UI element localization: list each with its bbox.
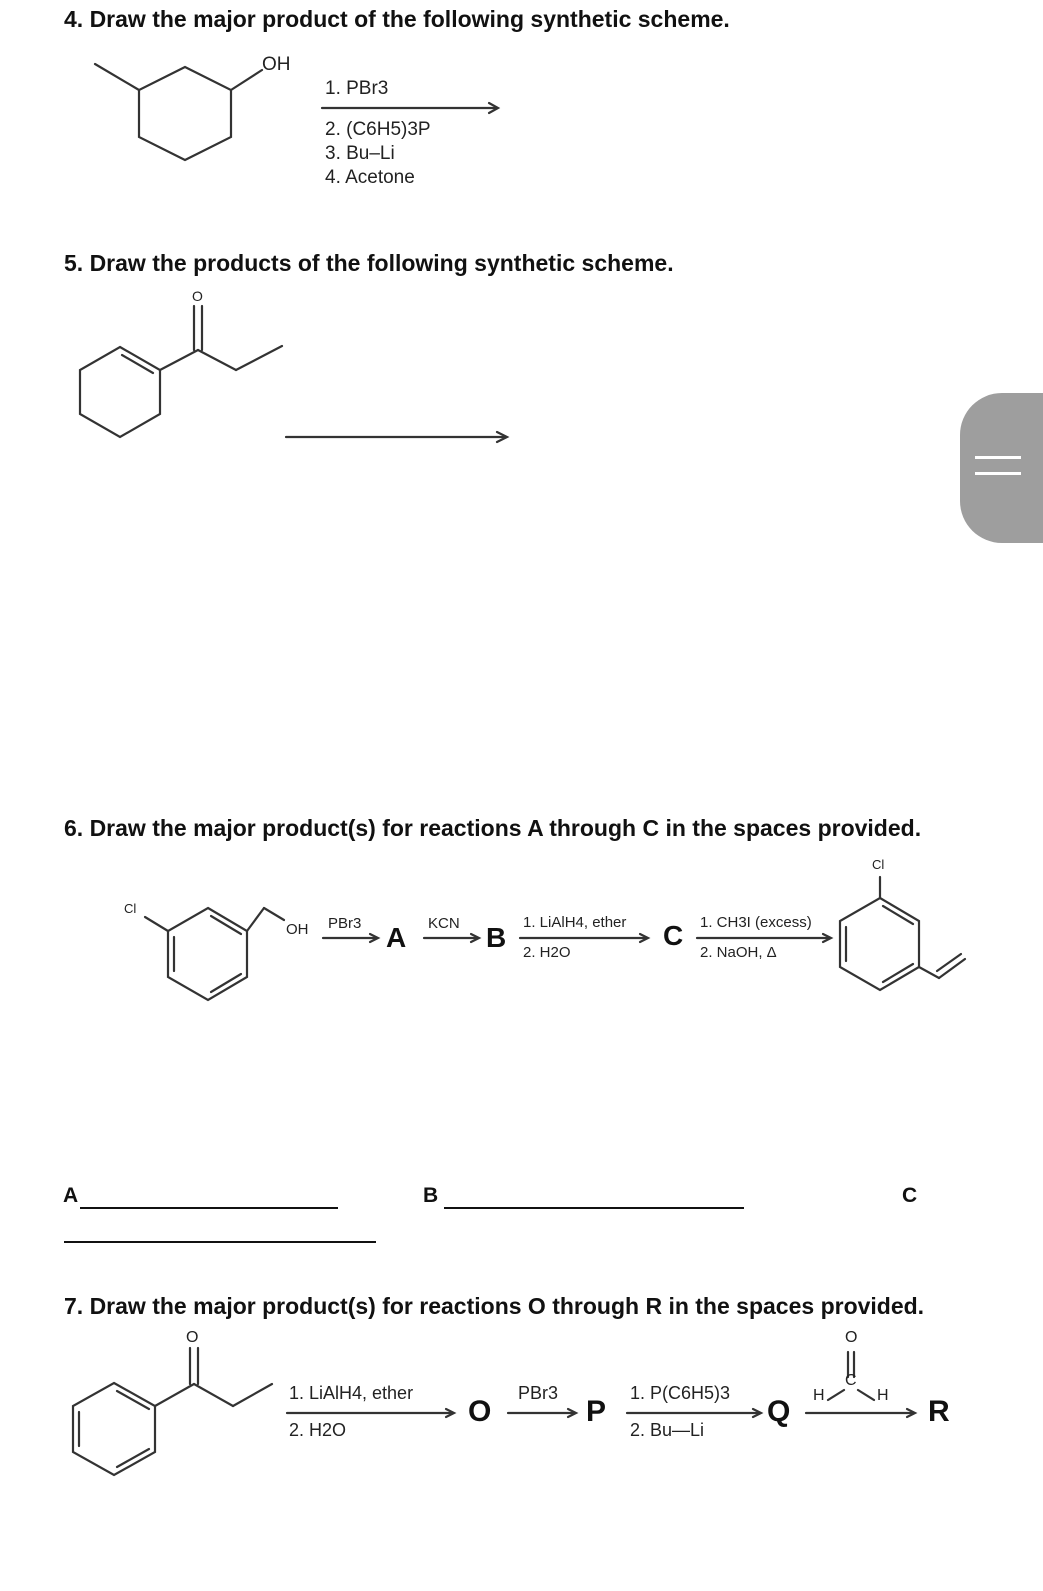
q6-step1-reagent: PBr3 [328,915,362,932]
q6-step4-line1: 1. CH3I (excess) [700,914,812,931]
q4-step-4: 4. Acetone [325,167,415,188]
q7-step3-line2: 2. Bu—Li [630,1420,705,1440]
q5-carbonyl-oxygen: O [192,288,203,304]
answer-label-a: A [63,1184,79,1207]
question-4-title: 4. Draw the major product of the following synthetic scheme. [64,6,730,32]
q7-product-letter-q: Q [767,1395,791,1428]
q6-step4-line2: 2. NaOH, Δ [700,944,777,961]
q7-reagent-hydrogen-left: H [813,1387,825,1404]
q7-carbonyl-oxygen: O [186,1329,199,1346]
q6-start-chlorine: Cl [124,901,137,916]
q7-product-letter-r: R [928,1395,950,1428]
q7-step1-line2: 2. H2O [289,1420,347,1440]
q6-step3-line2: 2. H2O [523,944,571,961]
question-7-title: 7. Draw the major product(s) for reactions O through R in the spaces provided. [64,1293,925,1319]
q7-reagent-hydrogen-right: H [877,1387,889,1404]
q6-product-letter-c: C [663,920,684,951]
q4-hydroxyl-label: OH [262,54,291,75]
q6-product-chlorine: Cl [872,857,885,872]
q7-step1-line1: 1. LiAlH4, ether [289,1383,414,1403]
q7-product-letter-p: P [586,1395,607,1428]
question-5-title: 5. Draw the products of the following synthetic scheme. [64,250,674,276]
q6-hydroxyl-label: OH [286,921,309,938]
answer-label-c: C [902,1184,918,1207]
q7-reagent-carbon: C [845,1372,857,1389]
question-6-title: 6. Draw the major product(s) for reactions A through C in the spaces provided. [64,815,922,841]
answer-label-b: B [423,1184,439,1207]
q6-step3-line1: 1. LiAlH4, ether [523,914,627,931]
q4-step-1: 1. PBr3 [325,78,389,99]
q7-reagent-oxygen: O [845,1329,858,1346]
q6-product-letter-b: B [486,922,507,953]
q6-product-letter-a: A [386,922,407,953]
q4-step-3: 3. Bu–Li [325,143,395,164]
q7-product-letter-o: O [468,1395,492,1428]
q4-step-2: 2. (C6H5)3P [325,119,431,140]
q7-step3-line1: 1. P(C6H5)3 [630,1383,731,1403]
q7-step2-reagent: PBr3 [518,1383,559,1403]
q6-step2-reagent: KCN [428,915,460,932]
